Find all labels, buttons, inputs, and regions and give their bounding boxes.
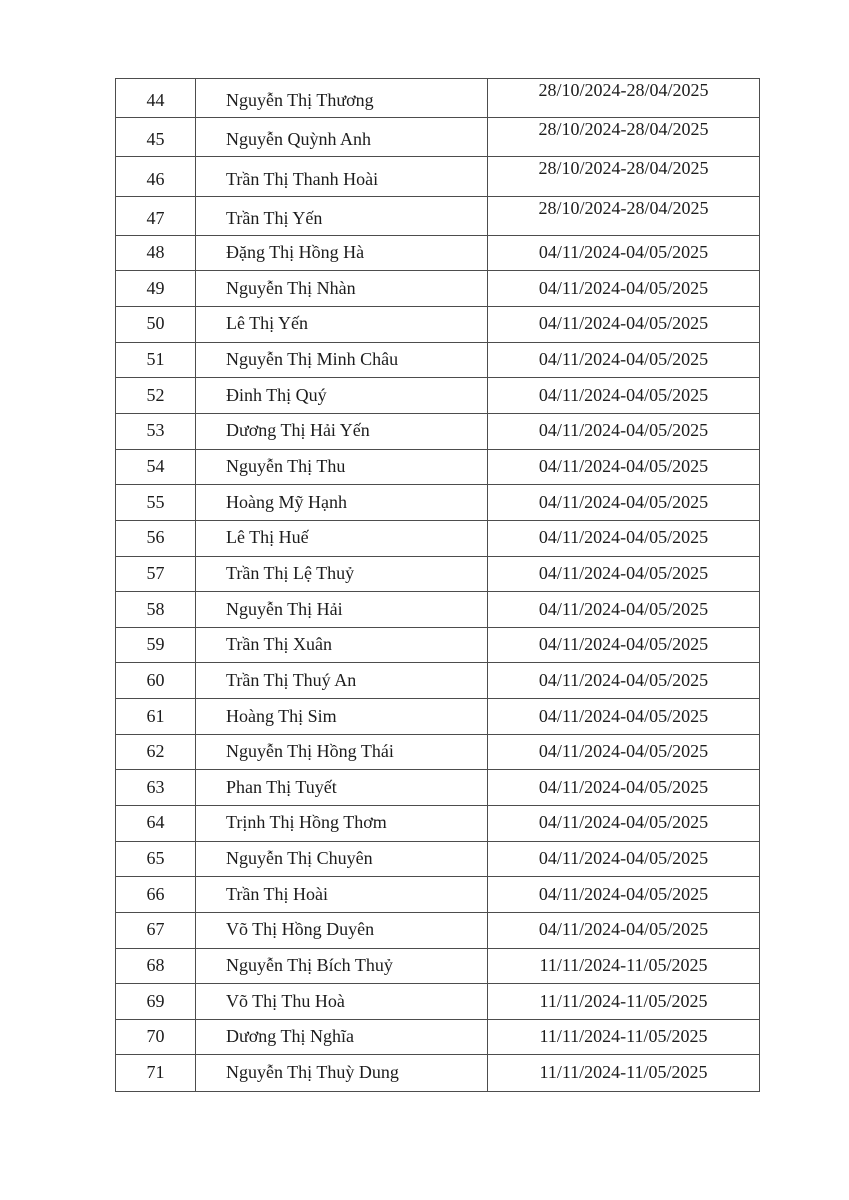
table-row — [116, 236, 759, 272]
row-number-cell — [116, 118, 196, 156]
table-row — [116, 521, 759, 557]
row-number: 64 — [146, 812, 165, 833]
person-name: Trần Thị Lệ Thuỷ — [226, 562, 355, 583]
date-range: 04/11/2024-04/05/2025 — [538, 919, 709, 940]
date-range-cell — [488, 806, 759, 841]
row-number-cell — [116, 913, 196, 948]
person-name-cell — [196, 236, 488, 271]
person-name: Nguyễn Thị Hải — [226, 598, 343, 619]
date-range: 28/10/2024-28/04/2025 — [538, 158, 709, 179]
table-row — [116, 699, 759, 735]
person-name: Trần Thị Thuý An — [226, 669, 357, 690]
table-row — [116, 1055, 759, 1091]
row-number: 46 — [146, 168, 165, 189]
person-name: Võ Thị Thu Hoà — [226, 990, 345, 1011]
row-number: 59 — [146, 634, 165, 655]
row-number: 61 — [146, 705, 165, 726]
date-range: 04/11/2024-04/05/2025 — [538, 349, 709, 370]
row-number: 45 — [146, 129, 165, 150]
date-range: 11/11/2024-11/05/2025 — [539, 1062, 708, 1083]
date-range: 28/10/2024-28/04/2025 — [538, 197, 709, 218]
row-number-cell — [116, 628, 196, 663]
table-row — [116, 663, 759, 699]
row-number-cell — [116, 557, 196, 592]
date-range: 11/11/2024-11/05/2025 — [539, 954, 708, 975]
person-name-cell — [196, 1055, 488, 1091]
date-range-cell — [488, 271, 759, 306]
person-name-cell — [196, 842, 488, 877]
row-number-cell — [116, 521, 196, 556]
row-number-cell — [116, 663, 196, 698]
date-range: 04/11/2024-04/05/2025 — [538, 848, 709, 869]
date-range: 04/11/2024-04/05/2025 — [538, 277, 709, 298]
table-row — [116, 343, 759, 379]
table-row — [116, 913, 759, 949]
person-name-cell — [196, 521, 488, 556]
person-name: Nguyễn Thị Thu — [226, 456, 346, 477]
date-range: 04/11/2024-04/05/2025 — [538, 527, 709, 548]
row-number-cell — [116, 949, 196, 984]
table-row — [116, 450, 759, 486]
date-range: 28/10/2024-28/04/2025 — [538, 119, 709, 140]
person-name: Võ Thị Hồng Duyên — [226, 919, 375, 940]
row-number: 60 — [146, 669, 165, 690]
person-name-cell — [196, 984, 488, 1019]
person-name-cell — [196, 118, 488, 156]
date-range-cell — [488, 157, 759, 195]
row-number: 57 — [146, 562, 165, 583]
date-range-cell — [488, 877, 759, 912]
date-range-cell — [488, 450, 759, 485]
person-name: Nguyễn Thị Hồng Thái — [226, 741, 394, 762]
date-range-cell — [488, 79, 759, 117]
row-number-cell — [116, 157, 196, 195]
person-name: Nguyễn Thị Thuỳ Dung — [226, 1062, 399, 1083]
person-name: Lê Thị Huế — [226, 527, 309, 548]
person-name-cell — [196, 699, 488, 734]
date-range: 04/11/2024-04/05/2025 — [538, 384, 709, 405]
row-number-cell — [116, 197, 196, 235]
person-name: Đặng Thị Hồng Hà — [226, 242, 365, 263]
row-number: 66 — [146, 883, 165, 904]
date-range: 04/11/2024-04/05/2025 — [538, 491, 709, 512]
person-name: Nguyễn Thị Chuyên — [226, 848, 373, 869]
row-number-cell — [116, 770, 196, 805]
row-number-cell — [116, 271, 196, 306]
person-name-cell — [196, 271, 488, 306]
date-range-cell — [488, 557, 759, 592]
row-number: 52 — [146, 384, 165, 405]
table-row — [116, 197, 759, 236]
date-range: 04/11/2024-04/05/2025 — [538, 562, 709, 583]
person-name-cell — [196, 877, 488, 912]
person-name-cell — [196, 197, 488, 235]
row-number-cell — [116, 450, 196, 485]
date-range-cell — [488, 236, 759, 271]
date-range: 04/11/2024-04/05/2025 — [538, 634, 709, 655]
date-range: 04/11/2024-04/05/2025 — [538, 242, 709, 263]
row-number: 47 — [146, 207, 165, 228]
row-number-cell — [116, 414, 196, 449]
person-name-cell — [196, 806, 488, 841]
person-name: Nguyễn Thị Minh Châu — [226, 349, 399, 370]
row-number-cell — [116, 592, 196, 627]
person-name: Trịnh Thị Hồng Thơm — [226, 812, 387, 833]
person-name: Trần Thị Hoài — [226, 883, 329, 904]
row-number-cell — [116, 806, 196, 841]
date-range: 04/11/2024-04/05/2025 — [538, 313, 709, 334]
person-name-cell — [196, 592, 488, 627]
date-range-cell — [488, 118, 759, 156]
person-name-cell — [196, 414, 488, 449]
date-range-cell — [488, 913, 759, 948]
row-number: 53 — [146, 420, 165, 441]
row-number-cell — [116, 485, 196, 520]
person-name-cell — [196, 913, 488, 948]
row-number: 58 — [146, 598, 165, 619]
row-number-cell — [116, 699, 196, 734]
roster-table — [115, 78, 760, 1092]
date-range-cell — [488, 521, 759, 556]
row-number: 67 — [146, 919, 165, 940]
person-name-cell — [196, 378, 488, 413]
table-row — [116, 378, 759, 414]
table-row — [116, 307, 759, 343]
date-range: 04/11/2024-04/05/2025 — [538, 420, 709, 441]
date-range: 04/11/2024-04/05/2025 — [538, 705, 709, 726]
row-number: 44 — [146, 90, 165, 111]
person-name-cell — [196, 343, 488, 378]
person-name: Hoàng Thị Sim — [226, 705, 337, 726]
date-range-cell — [488, 307, 759, 342]
date-range-cell — [488, 735, 759, 770]
table-row — [116, 157, 759, 196]
row-number: 54 — [146, 456, 165, 477]
person-name-cell — [196, 628, 488, 663]
person-name-cell — [196, 949, 488, 984]
person-name: Dương Thị Nghĩa — [226, 1026, 354, 1047]
row-number: 50 — [146, 313, 165, 334]
date-range: 04/11/2024-04/05/2025 — [538, 456, 709, 477]
person-name-cell — [196, 485, 488, 520]
table-row — [116, 485, 759, 521]
table-row — [116, 79, 759, 118]
date-range: 11/11/2024-11/05/2025 — [539, 1026, 708, 1047]
row-number: 65 — [146, 848, 165, 869]
person-name-cell — [196, 770, 488, 805]
table-row — [116, 735, 759, 771]
person-name: Nguyễn Thị Nhàn — [226, 277, 356, 298]
person-name-cell — [196, 557, 488, 592]
date-range-cell — [488, 949, 759, 984]
date-range-cell — [488, 628, 759, 663]
person-name-cell — [196, 1020, 488, 1055]
date-range: 04/11/2024-04/05/2025 — [538, 598, 709, 619]
table-row — [116, 877, 759, 913]
person-name-cell — [196, 157, 488, 195]
person-name: Lê Thị Yến — [226, 313, 308, 334]
person-name: Trần Thị Thanh Hoài — [226, 168, 379, 189]
row-number-cell — [116, 343, 196, 378]
table-row — [116, 949, 759, 985]
table-row — [116, 770, 759, 806]
date-range-cell — [488, 414, 759, 449]
person-name-cell — [196, 450, 488, 485]
date-range-cell — [488, 378, 759, 413]
date-range-cell — [488, 1055, 759, 1091]
roster-table-body — [116, 79, 759, 1091]
row-number: 71 — [146, 1062, 165, 1083]
date-range-cell — [488, 699, 759, 734]
date-range-cell — [488, 770, 759, 805]
date-range: 28/10/2024-28/04/2025 — [538, 80, 709, 100]
table-row — [116, 414, 759, 450]
date-range: 11/11/2024-11/05/2025 — [539, 990, 708, 1011]
table-row — [116, 118, 759, 157]
row-number-cell — [116, 1055, 196, 1091]
row-number: 56 — [146, 527, 165, 548]
row-number-cell — [116, 378, 196, 413]
table-row — [116, 557, 759, 593]
row-number-cell — [116, 1020, 196, 1055]
row-number-cell — [116, 79, 196, 117]
row-number-cell — [116, 236, 196, 271]
row-number-cell — [116, 735, 196, 770]
table-row — [116, 984, 759, 1020]
row-number-cell — [116, 877, 196, 912]
person-name-cell — [196, 663, 488, 698]
date-range-cell — [488, 663, 759, 698]
date-range-cell — [488, 343, 759, 378]
date-range-cell — [488, 1020, 759, 1055]
row-number: 62 — [146, 741, 165, 762]
date-range-cell — [488, 842, 759, 877]
row-number: 63 — [146, 776, 165, 797]
person-name: Đinh Thị Quý — [226, 384, 327, 405]
table-row — [116, 271, 759, 307]
person-name: Nguyễn Thị Bích Thuỷ — [226, 954, 393, 975]
row-number: 55 — [146, 491, 165, 512]
date-range: 04/11/2024-04/05/2025 — [538, 812, 709, 833]
row-number: 51 — [146, 349, 165, 370]
date-range-cell — [488, 592, 759, 627]
person-name-cell — [196, 307, 488, 342]
person-name-cell — [196, 735, 488, 770]
table-row — [116, 1020, 759, 1056]
person-name-cell — [196, 79, 488, 117]
row-number: 49 — [146, 277, 165, 298]
person-name: Dương Thị Hải Yến — [226, 420, 370, 441]
date-range-cell — [488, 485, 759, 520]
date-range-cell — [488, 984, 759, 1019]
person-name: Hoàng Mỹ Hạnh — [226, 491, 347, 512]
person-name: Nguyễn Quỳnh Anh — [226, 129, 371, 150]
table-row — [116, 592, 759, 628]
row-number-cell — [116, 842, 196, 877]
person-name: Trần Thị Xuân — [226, 634, 333, 655]
person-name: Trần Thị Yến — [226, 207, 323, 228]
row-number-cell — [116, 984, 196, 1019]
date-range: 04/11/2024-04/05/2025 — [538, 883, 709, 904]
person-name: Nguyễn Thị Thương — [226, 90, 374, 111]
date-range: 04/11/2024-04/05/2025 — [538, 776, 709, 797]
date-range: 04/11/2024-04/05/2025 — [538, 669, 709, 690]
person-name: Phan Thị Tuyết — [226, 776, 337, 797]
date-range: 04/11/2024-04/05/2025 — [538, 741, 709, 762]
row-number: 70 — [146, 1026, 165, 1047]
row-number: 48 — [146, 242, 165, 263]
row-number: 69 — [146, 990, 165, 1011]
row-number: 68 — [146, 954, 165, 975]
date-range-cell — [488, 197, 759, 235]
table-row — [116, 628, 759, 664]
table-row — [116, 842, 759, 878]
row-number-cell — [116, 307, 196, 342]
table-row — [116, 806, 759, 842]
